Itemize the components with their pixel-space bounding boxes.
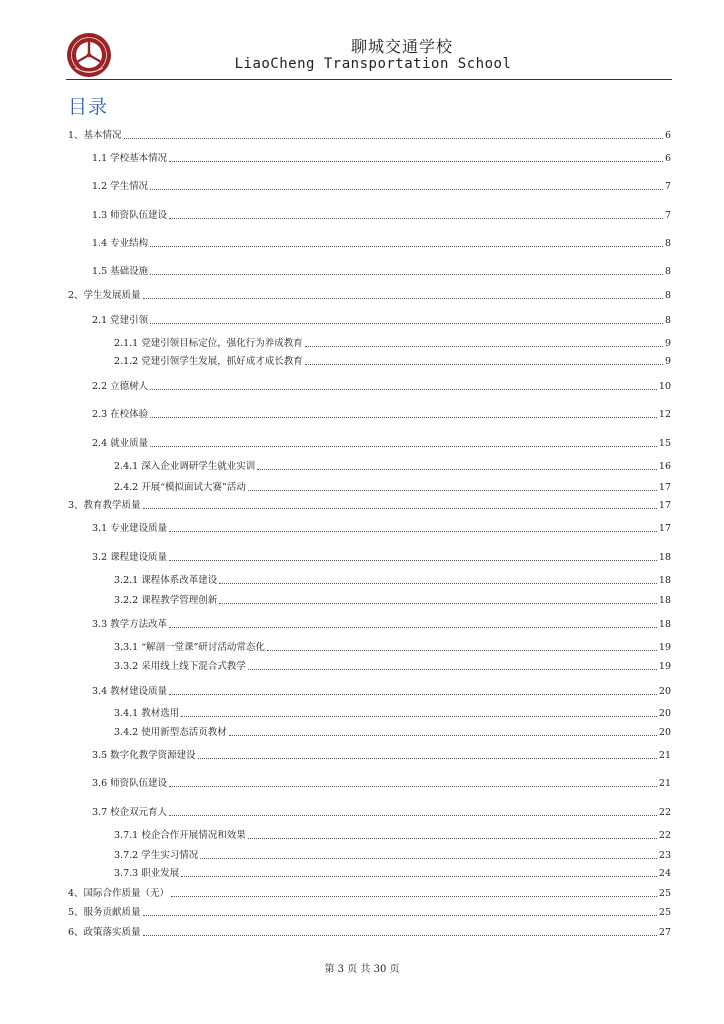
toc-entry[interactable] xyxy=(114,593,671,607)
toc-entry-label: 3.4 教材建设质量 xyxy=(92,686,168,697)
toc-leader-dots xyxy=(169,815,657,816)
toc-leader-dots xyxy=(169,218,663,219)
toc-entry-label: 1.1 学校基本情况 xyxy=(92,153,168,164)
toc-entry[interactable] xyxy=(68,498,671,512)
toc-entry-page: 18 xyxy=(658,552,671,563)
toc-entry-label: 3.3.1 “解剖一堂课”研讨活动常态化 xyxy=(114,642,265,653)
toc-leader-dots xyxy=(200,858,657,859)
toc-entry-page: 27 xyxy=(658,927,671,938)
toc-entry-label: 3、教育教学质量 xyxy=(68,500,141,511)
toc-entry-page: 9 xyxy=(664,356,671,367)
toc-entry[interactable] xyxy=(92,436,671,450)
toc-leader-dots xyxy=(169,786,657,787)
toc-entry-page: 19 xyxy=(658,642,671,653)
toc-entry[interactable] xyxy=(114,659,671,673)
toc-leader-dots xyxy=(150,189,663,190)
toc-entry-label: 6、政策落实质量 xyxy=(68,927,141,938)
toc-entry[interactable] xyxy=(114,573,671,587)
toc-entry-page: 8 xyxy=(664,238,671,249)
toc-entry-label: 3.7.2 学生实习情况 xyxy=(114,850,199,861)
toc-leader-dots xyxy=(169,531,657,532)
toc-entry[interactable] xyxy=(114,706,671,720)
toc-entry[interactable] xyxy=(114,640,671,654)
toc-entry[interactable] xyxy=(114,354,671,368)
toc-entry[interactable] xyxy=(92,805,671,819)
toc-entry-label: 5、服务贡献质量 xyxy=(68,907,141,918)
school-name-en: LiaoCheng Transportation School xyxy=(234,56,512,72)
toc-entry[interactable] xyxy=(92,550,671,564)
toc-entry[interactable] xyxy=(92,313,671,327)
toc-entry[interactable] xyxy=(92,748,671,762)
toc-entry-page: 25 xyxy=(658,888,671,899)
toc-entry-page: 25 xyxy=(658,907,671,918)
toc-entry[interactable] xyxy=(68,288,671,302)
toc-entry-page: 18 xyxy=(658,575,671,586)
toc-entry-label: 2.4.1 深入企业调研学生就业实训 xyxy=(114,461,256,472)
toc-leader-dots xyxy=(143,298,663,299)
toc-entry-label: 3.6 师资队伍建设 xyxy=(92,778,168,789)
toc-entry-page: 20 xyxy=(658,686,671,697)
toc-entry-label: 1.3 师资队伍建设 xyxy=(92,210,168,221)
toc-entry-page: 20 xyxy=(658,708,671,719)
toc-entry[interactable] xyxy=(92,684,671,698)
toc-entry-page: 9 xyxy=(664,338,671,349)
toc-entry-page: 17 xyxy=(658,482,671,493)
toc-entry[interactable] xyxy=(114,848,671,862)
toc-entry-page: 7 xyxy=(664,210,671,221)
toc-entry-label: 3.4.2 使用新型态活页教材 xyxy=(114,727,227,738)
toc-entry-label: 2.1 党建引领 xyxy=(92,315,149,326)
toc-entry-label: 2.1.1 党建引领目标定位，强化行为养成教育 xyxy=(114,338,303,349)
toc-entry[interactable] xyxy=(92,264,671,278)
toc-leader-dots xyxy=(198,758,657,759)
toc-entry[interactable] xyxy=(92,379,671,393)
toc-entry-page: 8 xyxy=(664,266,671,277)
toc-entry-page: 18 xyxy=(658,619,671,630)
toc-leader-dots xyxy=(181,876,657,877)
page-footer: 第 3 页 共 30 页 xyxy=(324,964,400,975)
toc-entry-label: 3.7.3 职业发展 xyxy=(114,868,180,879)
toc-entry-label: 2.3 在校体验 xyxy=(92,409,149,420)
toc-entry-page: 12 xyxy=(658,409,671,420)
toc-entry-label: 3.4.1 教材选用 xyxy=(114,708,180,719)
toc-entry-page: 21 xyxy=(658,778,671,789)
toc-entry[interactable] xyxy=(92,179,671,193)
toc-leader-dots xyxy=(143,915,657,916)
toc-leader-dots xyxy=(305,346,663,347)
toc-entry[interactable] xyxy=(114,459,671,473)
toc-entry[interactable] xyxy=(92,151,671,165)
toc-entry-label: 1.5 基础设施 xyxy=(92,266,149,277)
toc-entry-label: 3.3.2 采用线上线下混合式教学 xyxy=(114,661,246,672)
toc-entry-page: 6 xyxy=(664,130,671,141)
toc-leader-dots xyxy=(150,417,657,418)
toc-entry[interactable] xyxy=(68,925,671,939)
toc-leader-dots xyxy=(229,735,657,736)
toc-entry[interactable] xyxy=(114,866,671,880)
toc-entry-page: 7 xyxy=(664,181,671,192)
school-name-cn: 聊城交通学校 xyxy=(350,37,453,56)
toc-entry-page: 19 xyxy=(658,661,671,672)
toc-heading: 目录 xyxy=(68,96,109,118)
toc-leader-dots xyxy=(305,364,663,365)
toc-leader-dots xyxy=(143,508,657,509)
toc-entry[interactable] xyxy=(92,521,671,535)
toc-entry-label: 3.7.1 校企合作开展情况和效果 xyxy=(114,830,246,841)
toc-leader-dots xyxy=(169,627,657,628)
toc-entry[interactable] xyxy=(68,886,671,900)
toc-entry[interactable] xyxy=(92,208,671,222)
toc-leader-dots xyxy=(150,246,663,247)
toc-entry-label: 1.4 专业结构 xyxy=(92,238,149,249)
toc-entry-label: 1、基本情况 xyxy=(68,130,122,141)
toc-entry-label: 3.3 教学方法改革 xyxy=(92,619,168,630)
toc-leader-dots xyxy=(169,161,663,162)
toc-leader-dots xyxy=(169,694,657,695)
toc-entry-page: 15 xyxy=(658,438,671,449)
toc-entry-page: 23 xyxy=(658,850,671,861)
toc-entry[interactable] xyxy=(114,480,671,494)
toc-entry-page: 8 xyxy=(664,315,671,326)
toc-entry-label: 2.1.2 党建引领学生发展，抓好成才成长教育 xyxy=(114,356,303,367)
toc-entry-label: 2.4.2 开展“模拟面试大赛”活动 xyxy=(114,482,246,493)
toc-entry[interactable] xyxy=(92,776,671,790)
toc-entry-page: 18 xyxy=(658,595,671,606)
toc-entry-page: 24 xyxy=(658,868,671,879)
toc-entry[interactable] xyxy=(68,128,671,142)
toc-entry[interactable] xyxy=(114,336,671,350)
toc-leader-dots xyxy=(150,389,657,390)
toc-entry-page: 22 xyxy=(658,830,671,841)
toc-entry[interactable] xyxy=(68,905,671,919)
toc-leader-dots xyxy=(171,896,657,897)
toc-leader-dots xyxy=(248,490,657,491)
toc-entry[interactable] xyxy=(92,407,671,421)
toc-entry[interactable] xyxy=(114,725,671,739)
toc-entry-label: 4、国际合作质量（无） xyxy=(68,888,170,899)
toc-entry-label: 3.5 数字化教学资源建设 xyxy=(92,750,196,761)
toc-leader-dots xyxy=(124,138,663,139)
toc-leader-dots xyxy=(169,560,657,561)
toc-entry-page: 10 xyxy=(658,381,671,392)
toc-entry[interactable] xyxy=(114,828,671,842)
toc-entry-page: 22 xyxy=(658,807,671,818)
toc-leader-dots xyxy=(248,838,657,839)
toc-entry-label: 3.1 专业建设质量 xyxy=(92,523,168,534)
toc-entry-page: 17 xyxy=(658,523,671,534)
toc-leader-dots xyxy=(150,446,657,447)
toc-entry-label: 1.2 学生情况 xyxy=(92,181,149,192)
toc-entry-label: 2、学生发展质量 xyxy=(68,290,141,301)
toc-entry-page: 20 xyxy=(658,727,671,738)
toc-leader-dots xyxy=(267,650,657,651)
toc-leader-dots xyxy=(150,274,663,275)
toc-entry-label: 3.2 课程建设质量 xyxy=(92,552,168,563)
toc-entry-label: 2.2 立德树人 xyxy=(92,381,149,392)
toc-entry-label: 3.2.1 课程体系改革建设 xyxy=(114,575,218,586)
toc-leader-dots xyxy=(150,323,663,324)
toc-entry[interactable] xyxy=(92,617,671,631)
toc-leader-dots xyxy=(257,469,657,470)
toc-entry-page: 21 xyxy=(658,750,671,761)
toc-entry-page: 6 xyxy=(664,153,671,164)
toc-entry-label: 2.4 就业质量 xyxy=(92,438,149,449)
toc-entry-page: 17 xyxy=(658,500,671,511)
toc-leader-dots xyxy=(248,669,657,670)
toc-entry-label: 3.7 校企双元育人 xyxy=(92,807,168,818)
toc-entry[interactable] xyxy=(92,236,671,250)
toc-entry-label: 3.2.2 课程教学管理创新 xyxy=(114,595,218,606)
toc-leader-dots xyxy=(181,716,657,717)
toc-entry-page: 16 xyxy=(658,461,671,472)
toc-entry-page: 8 xyxy=(664,290,671,301)
toc-leader-dots xyxy=(143,935,657,936)
toc-leader-dots xyxy=(219,603,657,604)
toc-leader-dots xyxy=(219,583,657,584)
